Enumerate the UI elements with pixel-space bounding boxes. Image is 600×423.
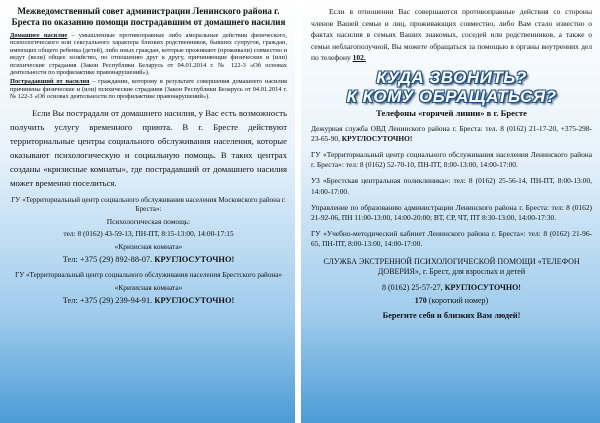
police-info	[311, 6, 592, 64]
police-number: 102.	[352, 53, 366, 62]
trust-line-service: СЛУЖБА ЭКСТРЕННОЙ ПСИХОЛОГИЧЕСКОЙ ПОМОЩИ «ТЕЛЕФОН ДОВЕРИЯ», г. Брест, для взрослых и детей	[323, 256, 580, 277]
crisis-room-phone	[10, 296, 287, 306]
short-number	[311, 296, 592, 306]
police-info-text: Если в отношении Вас совершаются противоправные действия со стороны членов Вашей семьи и лиц, проживающих совместно, либо Вам стало известно о фактах насилия в семьях Ваших знакомых, соседей или родственников, а также о семьи неблагополучной, Вы можете обращаться за помощью в органы внутренних дел по телефону	[311, 7, 592, 62]
crisis-room-label: «Кризисная комната»	[114, 241, 183, 251]
hotline-education-dept: Управление по образованию администрации Ленинского района г. Бреста: тел: 8 (0162) 21-92-06, ПН 11:00-13:00, 14:00-20:00; ВТ, СР, ЧТ, ПТ 8:30-13:00, 14:00-17:30.	[311, 202, 592, 222]
hotline-social-center: ГУ «Территориальный центр социального обслуживания населения Ленинского района г. Бреста»: тел: 8 (0162) 52-70-10, ПН-ПТ, 8:00-13:00, 14:00-17:00.	[311, 149, 592, 170]
hotline-text: Дежурная служба ОВД Ленинского района г. Бреста: тел. 8 (0162) 21-17-20, +375-298-23-65-90,	[311, 123, 592, 143]
definition-term: Домашнее насилие	[10, 32, 68, 39]
phone-text: Тел: +375 (29) 892-88-07.	[62, 254, 153, 264]
left-panel	[0, 0, 295, 423]
round-clock-label: КРУГЛОСУТОЧНО!	[444, 282, 521, 292]
right-panel	[301, 0, 600, 423]
round-clock-label: КРУГЛОСУТОЧНО!	[154, 254, 235, 264]
round-clock-label: КРУГЛОСУТОЧНО!	[154, 295, 235, 305]
psych-help-label: Психологическая помощь:	[106, 216, 191, 226]
definition-term: Пострадавший от насилия	[10, 78, 90, 86]
definition-domestic-violence	[10, 32, 287, 76]
hotline-police-duty	[311, 124, 592, 144]
crisis-room-phone	[10, 255, 287, 265]
org-moscow-district: ГУ «Территориальный центр социального обслуживания населения Московского района г. Бреста»:	[11, 195, 286, 213]
trust-phone-text: 8 (0162) 25-57-27,	[382, 282, 445, 292]
definition-text: – гражданин, которому в результате совершения домашнего насилия причинены физические и (или) психические страдания (Закон Республики Беларусь от 04.01.2014 г. № 122-3 «Об основах деятельности по профилактике правонарушений»).	[10, 78, 287, 101]
phone-text: Тел: +375 (29) 239-94-91.	[62, 295, 153, 305]
trust-line-phone	[311, 283, 592, 293]
hotlines-title: Телефоны «горячей линии» в г. Бресте	[376, 107, 527, 118]
short-number-label: (короткий номер)	[426, 295, 489, 305]
hotline-polyclinic: УЗ «Брестская центральная поликлиника»: тел: 8 (0162) 25-56-14, ПН-ПТ, 8:00-13:00, 14:00-17:00.	[311, 176, 592, 196]
definition-text: – умышленные противоправные либо аморальные действия физического, психологического или сексуального характера близких родственников, бывших супругов, граждан, имеющих общего ребенка (детей), либо иных граждан, которые проживают (проживали) совместно и ведут (вели) общее хозяйство, по отношению друг к другу, причиняющие физические и (или) психические страдания (Закон Республики Беларусь от 04.01.2014 г. № 122-3 «Об основах деятельности по профилактике правонарушений»).	[10, 32, 287, 77]
hotline-methodical-office: ГУ «Учебно-методический кабинет Ленинского района г. Бреста»: тел: 8 (0162) 21-96-65, ПН-ПТ, 8:00-13:00, 14:00-17:00.	[311, 229, 592, 249]
round-clock-label: КРУГЛОСУТОЧНО!	[341, 133, 413, 143]
closing-message: Берегите себя и близких Вам людей!	[382, 310, 521, 320]
headline-where-to-call: КУДА ЗВОНИТЬ?	[376, 67, 527, 87]
psych-help-phone: тел: 8 (0162) 43-59-13, ПН-ПТ, 8:15-13:00, 14:00-17:15	[63, 228, 234, 238]
shelter-info: Если Вы пострадали от домашнего насилия, у Вас есть возможность получить услугу временного приюта. В г. Бресте действуют территориальные центры социального обслуживания населения, которые оказывают психологическую и социальную помощь. В таких центрах созданы «кризисные комнаты», где пострадавший от домашнего насилия может временно поселиться.	[10, 107, 287, 188]
leaflet-title: Межведомственный совет администрации Ленинского района г. Бреста по оказанию помощи пострадавшим от домашнего насилия	[11, 6, 286, 27]
crisis-room-label: «Кризисная комната»	[114, 282, 183, 292]
short-number-value: 170	[414, 295, 427, 305]
definition-victim	[10, 78, 287, 100]
headline-who-to-contact: К КОМУ ОБРАЩАТЬСЯ?	[346, 86, 557, 106]
org-brest-district: ГУ «Территориальный центр социального обслуживания населения Брестского района»	[15, 270, 282, 279]
